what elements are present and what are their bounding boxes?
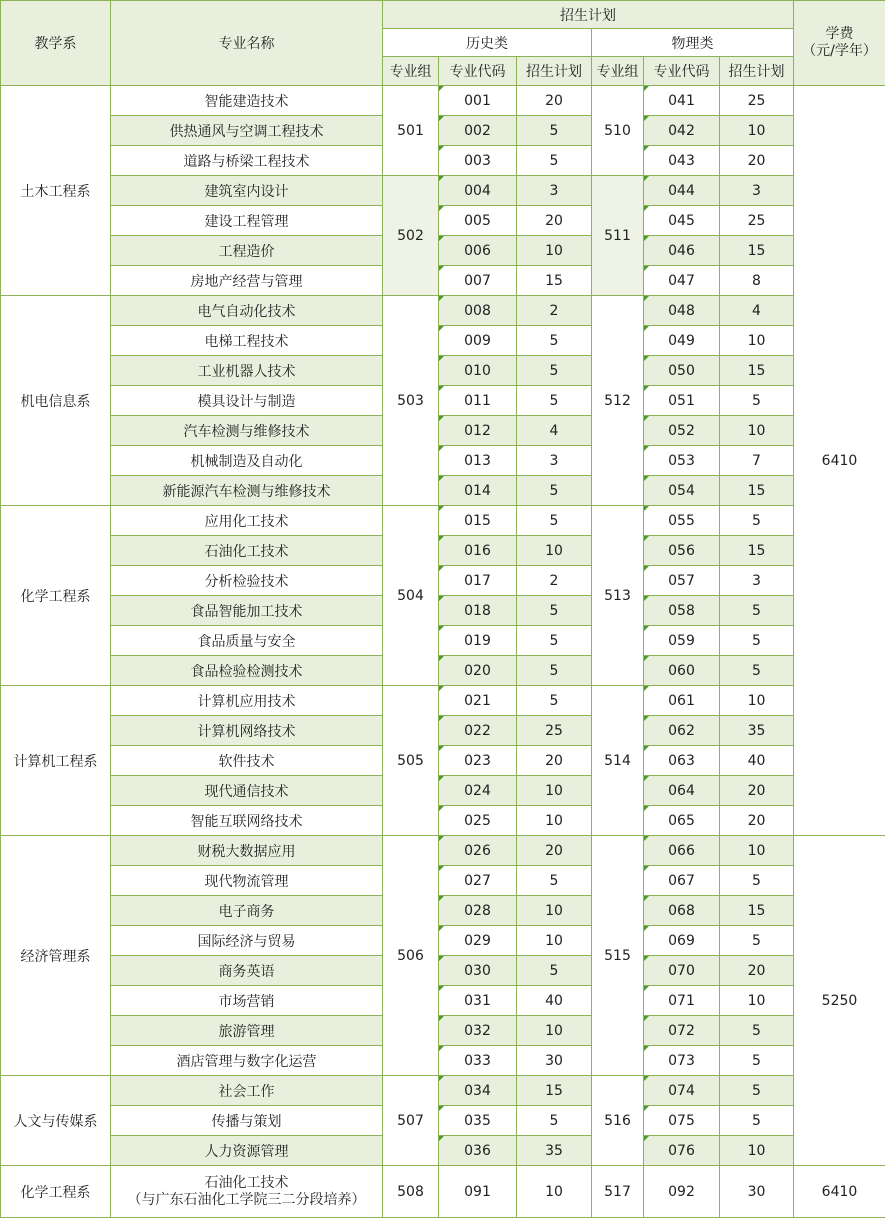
physics-quota: 10 xyxy=(720,116,794,146)
history-code: 001 xyxy=(439,86,517,116)
history-code: 012 xyxy=(439,416,517,446)
physics-quota: 15 xyxy=(720,476,794,506)
major-name: 社会工作 xyxy=(111,1076,383,1106)
table-row xyxy=(1,866,885,896)
physics-code: 063 xyxy=(644,746,720,776)
table-row xyxy=(1,356,885,386)
physics-quota: 5 xyxy=(720,506,794,536)
physics-quota: 7 xyxy=(720,446,794,476)
history-code: 030 xyxy=(439,956,517,986)
history-quota: 2 xyxy=(517,566,592,596)
history-quota: 10 xyxy=(517,806,592,836)
table-row xyxy=(1,206,885,236)
table-row xyxy=(1,86,885,116)
physics-quota: 5 xyxy=(720,626,794,656)
history-quota: 3 xyxy=(517,446,592,476)
physics-code: 067 xyxy=(644,866,720,896)
history-quota: 10 xyxy=(517,1166,592,1218)
physics-quota: 20 xyxy=(720,956,794,986)
table-row xyxy=(1,626,885,656)
table-row xyxy=(1,956,885,986)
table-row xyxy=(1,416,885,446)
physics-quota: 15 xyxy=(720,356,794,386)
physics-code: 058 xyxy=(644,596,720,626)
table-row xyxy=(1,776,885,806)
fee-value: 6410 xyxy=(794,86,885,836)
physics-quota: 5 xyxy=(720,596,794,626)
physics-code: 070 xyxy=(644,956,720,986)
history-quota: 10 xyxy=(517,236,592,266)
physics-quota: 8 xyxy=(720,266,794,296)
physics-code: 042 xyxy=(644,116,720,146)
history-quota: 5 xyxy=(517,956,592,986)
history-code: 034 xyxy=(439,1076,517,1106)
major-name xyxy=(111,1166,383,1218)
physics-code: 066 xyxy=(644,836,720,866)
table-row xyxy=(1,806,885,836)
history-group: 501 xyxy=(383,86,439,176)
physics-code: 076 xyxy=(644,1136,720,1166)
history-quota: 5 xyxy=(517,356,592,386)
history-quota: 10 xyxy=(517,896,592,926)
physics-code: 050 xyxy=(644,356,720,386)
physics-code: 069 xyxy=(644,926,720,956)
history-code: 007 xyxy=(439,266,517,296)
table-row xyxy=(1,1136,885,1166)
physics-code: 048 xyxy=(644,296,720,326)
physics-quota: 15 xyxy=(720,236,794,266)
history-code: 021 xyxy=(439,686,517,716)
header-hist-code: 专业代码 xyxy=(439,57,517,86)
physics-code: 049 xyxy=(644,326,720,356)
major-name: 食品检验检测技术 xyxy=(111,656,383,686)
physics-group: 515 xyxy=(592,836,644,1076)
physics-code: 059 xyxy=(644,626,720,656)
major-name: 电子商务 xyxy=(111,896,383,926)
major-name: 食品质量与安全 xyxy=(111,626,383,656)
major-name: 分析检验技术 xyxy=(111,566,383,596)
physics-quota: 30 xyxy=(720,1166,794,1218)
physics-code: 051 xyxy=(644,386,720,416)
department-name: 化学工程系 xyxy=(1,506,111,686)
major-name: 财税大数据应用 xyxy=(111,836,383,866)
table-row xyxy=(1,326,885,356)
fee-value: 5250 xyxy=(794,836,885,1166)
history-quota: 5 xyxy=(517,656,592,686)
physics-quota: 15 xyxy=(720,896,794,926)
history-group: 506 xyxy=(383,836,439,1076)
table-row xyxy=(1,506,885,536)
physics-quota: 5 xyxy=(720,926,794,956)
physics-code: 041 xyxy=(644,86,720,116)
header-phys-code: 专业代码 xyxy=(644,57,720,86)
history-quota: 5 xyxy=(517,506,592,536)
table-row xyxy=(1,386,885,416)
history-quota: 4 xyxy=(517,416,592,446)
history-group: 507 xyxy=(383,1076,439,1166)
physics-code: 057 xyxy=(644,566,720,596)
physics-code: 062 xyxy=(644,716,720,746)
major-name: 汽车检测与维修技术 xyxy=(111,416,383,446)
physics-quota: 5 xyxy=(720,1106,794,1136)
major-name: 建设工程管理 xyxy=(111,206,383,236)
major-name: 软件技术 xyxy=(111,746,383,776)
table-row xyxy=(1,566,885,596)
history-quota: 30 xyxy=(517,1046,592,1076)
history-quota: 25 xyxy=(517,716,592,746)
history-quota: 5 xyxy=(517,866,592,896)
header-history: 历史类 xyxy=(383,29,592,57)
header-dept: 教学系 xyxy=(1,1,111,86)
physics-quota: 20 xyxy=(720,776,794,806)
table-row xyxy=(1,986,885,1016)
history-code: 003 xyxy=(439,146,517,176)
physics-quota: 20 xyxy=(720,146,794,176)
history-quota: 40 xyxy=(517,986,592,1016)
major-name: 智能互联网络技术 xyxy=(111,806,383,836)
table-row xyxy=(1,266,885,296)
major-name: 房地产经营与管理 xyxy=(111,266,383,296)
history-quota: 15 xyxy=(517,1076,592,1106)
physics-quota: 5 xyxy=(720,1076,794,1106)
table-row xyxy=(1,296,885,326)
physics-code: 052 xyxy=(644,416,720,446)
table-row xyxy=(1,926,885,956)
history-code: 036 xyxy=(439,1136,517,1166)
table-row xyxy=(1,896,885,926)
physics-code: 055 xyxy=(644,506,720,536)
header-fee-label: 学费 xyxy=(825,26,854,42)
physics-code: 047 xyxy=(644,266,720,296)
table-row xyxy=(1,1046,885,1076)
major-name: 电梯工程技术 xyxy=(111,326,383,356)
table-row xyxy=(1,536,885,566)
header-major-name: 专业名称 xyxy=(111,1,383,86)
department-name: 化学工程系 xyxy=(1,1166,111,1218)
physics-quota: 5 xyxy=(720,386,794,416)
physics-quota: 5 xyxy=(720,1046,794,1076)
major-name: 道路与桥梁工程技术 xyxy=(111,146,383,176)
major-name: 现代通信技术 xyxy=(111,776,383,806)
department-name: 经济管理系 xyxy=(1,836,111,1076)
history-quota: 2 xyxy=(517,296,592,326)
table-row xyxy=(1,446,885,476)
physics-quota: 10 xyxy=(720,986,794,1016)
physics-quota: 25 xyxy=(720,86,794,116)
history-quota: 35 xyxy=(517,1136,592,1166)
major-name: 电气自动化技术 xyxy=(111,296,383,326)
major-name: 石油化工技术 xyxy=(111,536,383,566)
physics-group: 516 xyxy=(592,1076,644,1166)
major-name: 人力资源管理 xyxy=(111,1136,383,1166)
physics-code: 060 xyxy=(644,656,720,686)
major-name: 食品智能加工技术 xyxy=(111,596,383,626)
department-name: 计算机工程系 xyxy=(1,686,111,836)
history-quota: 20 xyxy=(517,746,592,776)
header-fee xyxy=(794,1,885,86)
major-name: 酒店管理与数字化运营 xyxy=(111,1046,383,1076)
history-code: 019 xyxy=(439,626,517,656)
table-row xyxy=(1,596,885,626)
history-quota: 5 xyxy=(517,116,592,146)
major-name: 建筑室内设计 xyxy=(111,176,383,206)
history-group: 503 xyxy=(383,296,439,506)
physics-quota: 5 xyxy=(720,866,794,896)
physics-group: 517 xyxy=(592,1166,644,1218)
header-hist-group: 专业组 xyxy=(383,57,439,86)
physics-quota: 40 xyxy=(720,746,794,776)
table-row xyxy=(1,656,885,686)
physics-quota: 10 xyxy=(720,326,794,356)
department-name: 机电信息系 xyxy=(1,296,111,506)
physics-quota: 10 xyxy=(720,686,794,716)
physics-quota: 10 xyxy=(720,416,794,446)
table-row xyxy=(1,116,885,146)
history-quota: 5 xyxy=(517,476,592,506)
history-code: 026 xyxy=(439,836,517,866)
physics-quota: 15 xyxy=(720,536,794,566)
history-quota: 5 xyxy=(517,686,592,716)
history-code: 015 xyxy=(439,506,517,536)
major-name: 传播与策划 xyxy=(111,1106,383,1136)
department-name: 土木工程系 xyxy=(1,86,111,296)
physics-code: 074 xyxy=(644,1076,720,1106)
major-name: 应用化工技术 xyxy=(111,506,383,536)
history-quota: 5 xyxy=(517,596,592,626)
major-name: 新能源汽车检测与维修技术 xyxy=(111,476,383,506)
history-code: 031 xyxy=(439,986,517,1016)
header-phys-group: 专业组 xyxy=(592,57,644,86)
physics-quota: 35 xyxy=(720,716,794,746)
history-code: 005 xyxy=(439,206,517,236)
table-header xyxy=(1,1,885,86)
header-plan: 招生计划 xyxy=(383,1,794,29)
major-name: 供热通风与空调工程技术 xyxy=(111,116,383,146)
history-quota: 5 xyxy=(517,1106,592,1136)
table-row xyxy=(1,1106,885,1136)
history-quota: 10 xyxy=(517,536,592,566)
history-code: 032 xyxy=(439,1016,517,1046)
physics-code: 064 xyxy=(644,776,720,806)
history-quota: 5 xyxy=(517,386,592,416)
physics-group: 513 xyxy=(592,506,644,686)
physics-code: 072 xyxy=(644,1016,720,1046)
history-group: 508 xyxy=(383,1166,439,1218)
history-code: 009 xyxy=(439,326,517,356)
history-code: 027 xyxy=(439,866,517,896)
physics-code: 045 xyxy=(644,206,720,236)
history-code: 014 xyxy=(439,476,517,506)
history-quota: 20 xyxy=(517,86,592,116)
history-code: 020 xyxy=(439,656,517,686)
major-name: 旅游管理 xyxy=(111,1016,383,1046)
history-group: 505 xyxy=(383,686,439,836)
table-row xyxy=(1,1076,885,1106)
history-code: 013 xyxy=(439,446,517,476)
physics-code: 054 xyxy=(644,476,720,506)
major-name-line1: 石油化工技术 xyxy=(204,1174,289,1191)
physics-quota: 25 xyxy=(720,206,794,236)
physics-quota: 10 xyxy=(720,836,794,866)
physics-code: 075 xyxy=(644,1106,720,1136)
physics-code: 043 xyxy=(644,146,720,176)
physics-code: 068 xyxy=(644,896,720,926)
header-fee-unit: （元/学年） xyxy=(802,43,877,59)
history-code: 035 xyxy=(439,1106,517,1136)
history-code: 033 xyxy=(439,1046,517,1076)
major-name: 计算机网络技术 xyxy=(111,716,383,746)
physics-quota: 4 xyxy=(720,296,794,326)
history-code: 016 xyxy=(439,536,517,566)
history-code: 008 xyxy=(439,296,517,326)
physics-code: 065 xyxy=(644,806,720,836)
history-code: 023 xyxy=(439,746,517,776)
major-name: 现代物流管理 xyxy=(111,866,383,896)
physics-code: 061 xyxy=(644,686,720,716)
major-name: 计算机应用技术 xyxy=(111,686,383,716)
history-code: 024 xyxy=(439,776,517,806)
table-row xyxy=(1,1166,885,1218)
physics-code: 046 xyxy=(644,236,720,266)
history-quota: 10 xyxy=(517,776,592,806)
department-name: 人文与传媒系 xyxy=(1,1076,111,1166)
physics-quota: 5 xyxy=(720,1016,794,1046)
table-row xyxy=(1,836,885,866)
table-row xyxy=(1,146,885,176)
table-row xyxy=(1,746,885,776)
table-row xyxy=(1,236,885,266)
table-row xyxy=(1,476,885,506)
major-name: 工程造价 xyxy=(111,236,383,266)
history-quota: 5 xyxy=(517,326,592,356)
history-code: 091 xyxy=(439,1166,517,1218)
header-hist-quota: 招生计划 xyxy=(517,57,592,86)
history-quota: 15 xyxy=(517,266,592,296)
physics-quota: 3 xyxy=(720,176,794,206)
physics-code: 053 xyxy=(644,446,720,476)
history-code: 018 xyxy=(439,596,517,626)
fee-value: 6410 xyxy=(794,1166,885,1218)
history-code: 029 xyxy=(439,926,517,956)
history-quota: 10 xyxy=(517,926,592,956)
major-name: 国际经济与贸易 xyxy=(111,926,383,956)
physics-quota: 10 xyxy=(720,1136,794,1166)
major-name: 工业机器人技术 xyxy=(111,356,383,386)
physics-code: 071 xyxy=(644,986,720,1016)
major-name: 机械制造及自动化 xyxy=(111,446,383,476)
history-group: 504 xyxy=(383,506,439,686)
table-row xyxy=(1,176,885,206)
history-code: 004 xyxy=(439,176,517,206)
table-row xyxy=(1,716,885,746)
history-code: 011 xyxy=(439,386,517,416)
history-code: 025 xyxy=(439,806,517,836)
history-quota: 3 xyxy=(517,176,592,206)
history-code: 006 xyxy=(439,236,517,266)
history-quota: 5 xyxy=(517,626,592,656)
physics-code: 092 xyxy=(644,1166,720,1218)
history-quota: 10 xyxy=(517,1016,592,1046)
major-name: 模具设计与制造 xyxy=(111,386,383,416)
major-name: 市场营销 xyxy=(111,986,383,1016)
history-code: 010 xyxy=(439,356,517,386)
major-name: 商务英语 xyxy=(111,956,383,986)
major-name: 智能建造技术 xyxy=(111,86,383,116)
history-code: 028 xyxy=(439,896,517,926)
table-row xyxy=(1,686,885,716)
history-quota: 20 xyxy=(517,836,592,866)
history-quota: 5 xyxy=(517,146,592,176)
history-code: 002 xyxy=(439,116,517,146)
physics-group: 511 xyxy=(592,176,644,296)
physics-code: 056 xyxy=(644,536,720,566)
physics-group: 512 xyxy=(592,296,644,506)
history-group: 502 xyxy=(383,176,439,296)
physics-code: 044 xyxy=(644,176,720,206)
physics-quota: 20 xyxy=(720,806,794,836)
physics-quota: 3 xyxy=(720,566,794,596)
physics-group: 510 xyxy=(592,86,644,176)
history-code: 022 xyxy=(439,716,517,746)
physics-quota: 5 xyxy=(720,656,794,686)
table-row xyxy=(1,1016,885,1046)
physics-group: 514 xyxy=(592,686,644,836)
header-physics: 物理类 xyxy=(592,29,794,57)
table-body xyxy=(1,86,885,1218)
major-name-line2: （与广东石油化工学院三二分段培养） xyxy=(127,1191,366,1208)
history-code: 017 xyxy=(439,566,517,596)
history-quota: 20 xyxy=(517,206,592,236)
physics-code: 073 xyxy=(644,1046,720,1076)
header-phys-quota: 招生计划 xyxy=(720,57,794,86)
